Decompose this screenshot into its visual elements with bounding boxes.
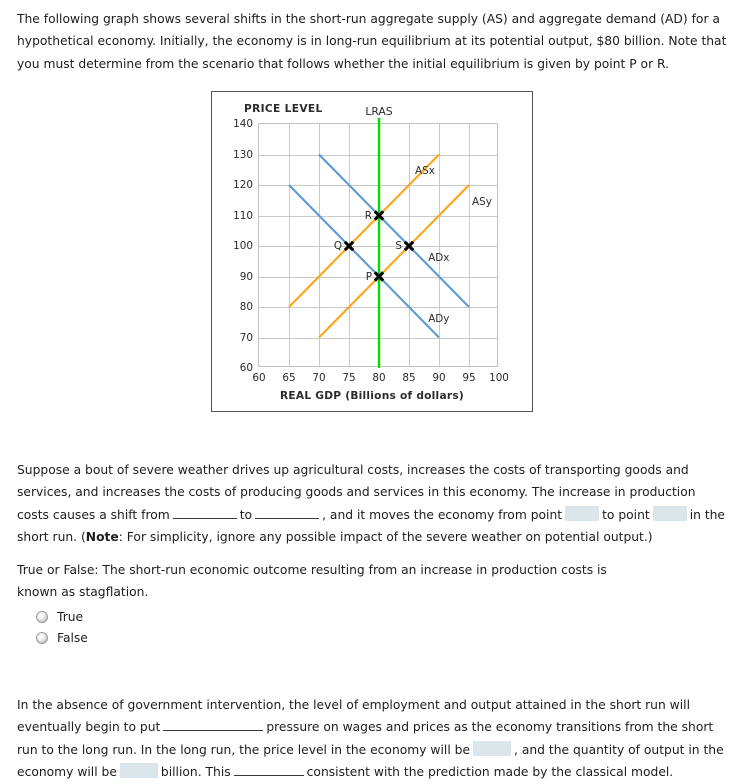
q3-text-1: In the absence of government intervention, the level of employment and output attained in the short run will eventually begin to put [17, 698, 690, 735]
y-tick-label: 60 [239, 362, 253, 374]
x-tick-label: 70 [312, 372, 326, 384]
question-1-paragraph [17, 459, 729, 549]
radio-label-false: False [57, 631, 88, 645]
point-label-q: Q [333, 240, 342, 252]
y-tick-label: 70 [239, 331, 253, 344]
y-tick-label: 80 [239, 301, 253, 313]
q3-text-3: , and the quantity of output in the economy will be [17, 742, 724, 780]
x-tick-label: 60 [252, 372, 266, 384]
x-tick-label: 95 [462, 372, 476, 384]
q3-blank-price-level[interactable] [473, 741, 511, 756]
q1-text-4: to point [602, 507, 650, 522]
q1-text-5: in the short run. ( [17, 507, 726, 545]
x-tick-label: 65 [282, 372, 296, 384]
chart-x-axis-title: REAL GDP (Billions of dollars) [280, 390, 464, 402]
y-tick-label: 100 [233, 240, 253, 252]
radio-option-false[interactable] [36, 631, 88, 645]
y-tick-label: 90 [239, 270, 253, 283]
intro-paragraph: The following graph shows several shifts in the short-run aggregate supply (AS) and aggregate demand (AD) for a hypothetical economy. Initially, the economy is in long-run equilibrium at its potential output, $80 billion. Note that you must determine from the scenario that follows whether the initial equilibrium is given by point P or R. [17, 12, 727, 71]
question-2-paragraph: True or False: The short-run economic outcome resulting from an increase in production costs is known as stagflation. [17, 563, 607, 600]
radio-button-icon[interactable] [36, 611, 48, 623]
q3-blank-pressure-direction[interactable] [163, 717, 263, 731]
q1-note-label: Note [85, 530, 119, 545]
curve-label-asx: ASx [415, 165, 435, 178]
q3-text-4: billion. This [160, 765, 231, 780]
marker-s [405, 242, 413, 250]
curve-asx [289, 155, 439, 308]
y-tick-label: 140 [233, 118, 253, 130]
q3-text-2: pressure on wages and prices as the economy transitions from the short run to the long run. In the long run, the price level in the economy will be [17, 720, 714, 757]
radio-label-true: True [57, 610, 84, 624]
q1-text-6: : For simplicity, ignore any possible impact of the severe weather on potential output.) [118, 530, 653, 545]
y-tick-label: 120 [233, 179, 253, 191]
curve-label-adx: ADx [428, 252, 450, 265]
q1-blank-shift-to[interactable] [255, 505, 319, 519]
curve-adx [319, 155, 469, 308]
radio-button-icon[interactable] [36, 632, 48, 644]
x-tick-label: 85 [402, 372, 416, 384]
y-tick-label: 110 [233, 209, 253, 222]
x-tick-label: 90 [432, 372, 446, 384]
q1-text-2: to [239, 507, 253, 522]
point-label-s: S [395, 240, 402, 252]
q3-blank-is-or-is-not[interactable] [234, 762, 304, 776]
curve-ady [289, 185, 439, 338]
marker-q [345, 242, 353, 250]
q3-text-5: consistent with the prediction made by the classical model. [306, 765, 674, 780]
x-tick-label: 80 [372, 372, 386, 384]
q1-text-3: , and it moves the economy from point [322, 507, 563, 522]
q1-blank-point-from[interactable] [565, 506, 599, 521]
question-3-paragraph [17, 694, 729, 784]
y-tick-label: 130 [233, 148, 253, 161]
point-label-p: P [365, 270, 372, 283]
chart-curves [258, 123, 498, 367]
q1-text-1: Suppose a bout of severe weather drives up agricultural costs, increases the costs of transporting goods and services, and increases the costs of producing goods and services in this economy. The increase in production costs causes a shift from [17, 463, 696, 522]
x-tick-label: 75 [342, 372, 356, 384]
chart-y-axis-title: PRICE LEVEL [244, 103, 323, 115]
aggregate-supply-demand-graph [211, 91, 533, 412]
curve-label-asy: ASy [472, 195, 492, 208]
curve-label-ady: ADy [428, 313, 450, 326]
q1-blank-point-to[interactable] [653, 506, 687, 521]
point-label-r: R [364, 209, 372, 222]
radio-option-true[interactable] [36, 610, 83, 624]
q1-blank-shift-from[interactable] [173, 505, 237, 519]
x-tick-label: 100 [489, 372, 509, 384]
q3-blank-output-quantity[interactable] [120, 763, 158, 778]
curve-label-lras: LRAS [365, 105, 393, 118]
